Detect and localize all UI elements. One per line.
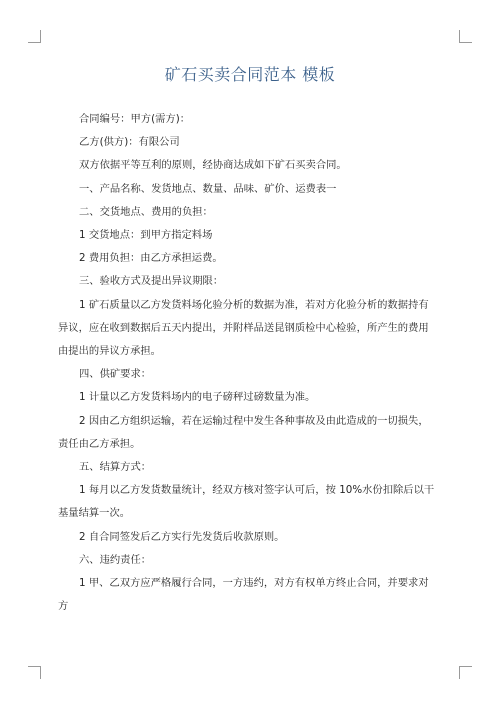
clause-4-1: 1 计量以乙方发货料场内的电子磅秤过磅数量为准。 — [79, 391, 316, 404]
section-heading-4: 四、供矿要求： — [79, 368, 152, 381]
document-title: 矿石买卖合同范本 模板 — [164, 65, 336, 84]
clause-2-2: 2 费用负担：由乙方承担运费。 — [79, 252, 223, 265]
section-heading-6: 六、违约责任： — [79, 553, 152, 566]
clause-5-1: 1 每月以乙方发货数量统计，经双方核对签字认可后，按 10%水份扣除后以干基量结算一次。 — [58, 484, 435, 520]
clause-6-1: 1 甲、乙双方应严格履行合同，一方违约，对方有权单方终止合同，并要求对方 — [58, 577, 429, 613]
clause-2-1: 1 交货地点：到甲方指定料场 — [79, 229, 213, 242]
document-body — [58, 108, 438, 618]
crop-mark-top-left — [28, 30, 41, 43]
paragraph-contract-number: 合同编号：甲方(需方)： — [79, 113, 191, 125]
crop-mark-bottom-left — [28, 666, 41, 679]
crop-mark-bottom-right — [459, 666, 472, 679]
crop-mark-top-right — [459, 30, 472, 43]
section-heading-5: 五、结算方式： — [79, 461, 152, 474]
clause-5-2: 2 自合同签发后乙方实行先发货后收款原则。 — [79, 530, 285, 543]
clause-3-1: 1 矿石质量以乙方发货料场化验分析的数据为准，若对方化验分析的数据持有异议，应在收到数据后五天内提出，并附样品送昆钢质检中心检验，所产生的费用由提出的异议方承担。 — [58, 298, 429, 358]
section-heading-3: 三、验收方式及提出异议期限： — [79, 275, 224, 288]
paragraph-preamble: 双方依据平等互利的原则，经协商达成如下矿石买卖合同。 — [79, 159, 347, 172]
clause-4-2: 2 因由乙方组织运输，若在运输过程中发生各种事故及由此造成的一切损失，责任由乙方承担。 — [58, 414, 429, 450]
paragraph-party-b: 乙方(供方)：有限公司 — [79, 136, 180, 149]
section-heading-2: 二、交货地点、费用的负担： — [79, 205, 213, 218]
section-heading-1: 一、产品名称、发货地点、数量、品味、矿价、运费表一 — [79, 182, 337, 195]
